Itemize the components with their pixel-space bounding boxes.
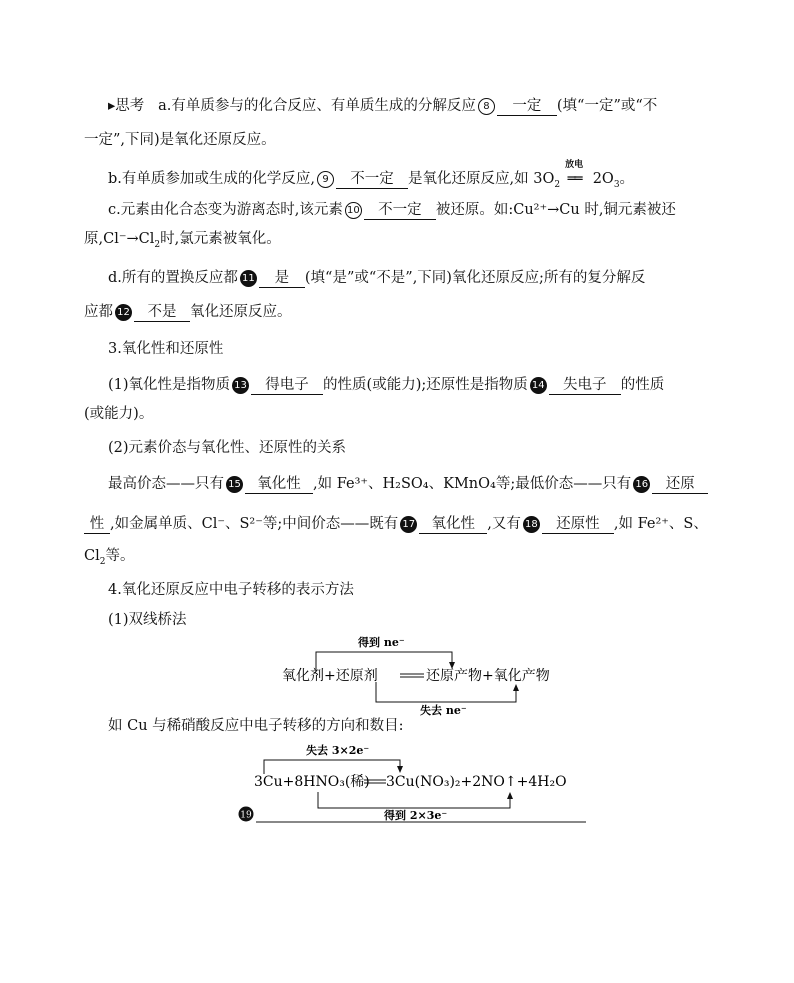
sec3-p2: (2)元素价态与氧化性、还原性的关系 [108, 440, 347, 456]
think-a-line1 [108, 96, 657, 116]
answer-number-12: 12 [115, 304, 132, 321]
think-c-tail: 被还原。如:Cu²⁺→Cu 时,铜元素被还 [435, 202, 676, 218]
answer-number-11: 11 [240, 270, 257, 287]
think-lead: ▸思考 [108, 98, 145, 114]
think-a-line2: 一定”,下同)是氧化还原反应。 [84, 132, 276, 148]
answer-blank-12: 不是 [134, 304, 190, 322]
think-d-line1 [108, 268, 645, 288]
bridge2-eq-right: 3Cu(NO₃)₂+2NO↑+4H₂O [386, 774, 567, 790]
think-b-product: 2O [592, 171, 614, 187]
sec3-p3-line3: $Cl_2$等。 [84, 548, 135, 567]
cu-nitric-bridge-diagram [236, 738, 596, 830]
section-3-title: 3.氧化性和还原性 [108, 341, 224, 357]
answer-blank-8: 一定 [497, 98, 557, 116]
think-b-line: b.有单质参加或生成的化学反应, 9 不一定 是氧化还原反应,如 $3O_2$ 放电 ══ $2O_3$。 [108, 160, 635, 190]
think-a-text: a.有单质参与的化合反应、有单质生成的分解反应 [158, 98, 476, 114]
bridge1-eq-right: 还原产物+氧化产物 [426, 668, 550, 684]
think-a-tail: (填“一定”或“不 [556, 98, 658, 114]
answer-number-18: 18 [523, 516, 540, 533]
sec4-example: 如 Cu 与稀硝酸反应中电子转移的方向和数目: [108, 718, 404, 734]
bridge2-gain-label: 得到 2×3e⁻ [384, 809, 448, 822]
answer-blank-13: 得电子 [251, 377, 323, 395]
answer-number-14: 14 [530, 377, 547, 394]
section-4-title: 4.氧化还原反应中电子转移的表示方法 [108, 582, 354, 598]
answer-blank-17: 氧化性 [419, 516, 487, 534]
sec4-sub1: (1)双线桥法 [108, 612, 187, 628]
think-d-tail: (填“是”或“不是”,下同)氧化还原反应;所有的复分解反 [304, 270, 646, 286]
sec3-p1-line2: (或能力)。 [84, 406, 154, 422]
reaction-condition: 放电 ══ [565, 160, 584, 187]
answer-blank-14: 失电子 [549, 377, 621, 395]
answer-blank-9: 不一定 [336, 171, 408, 189]
answer-number-10: 10 [345, 202, 362, 219]
answer-number-9: 9 [317, 171, 334, 188]
think-d-line2: 应都 12 不是 氧化还原反应。 [84, 304, 292, 320]
answer-number-16: 16 [633, 476, 650, 493]
answer-number-8: 8 [478, 98, 495, 115]
answer-number-19: 19 [240, 810, 252, 821]
answer-number-15: 15 [226, 476, 243, 493]
bridge1-eq-left: 氧化剂+还原剂 [282, 668, 378, 684]
bridge1-gain-label: 得到 ne⁻ [358, 636, 405, 649]
sec3-p3-line1: 最高价态——只有 15 氧化性 ,如 Fe³⁺、H₂SO₄、KMnO₄等;最低价态——只有 16 还原 [108, 474, 708, 494]
bridge1-loss-label: 失去 ne⁻ [420, 704, 467, 716]
answer-number-17: 17 [400, 516, 417, 533]
bridge2-loss-label: 失去 3×2e⁻ [306, 744, 370, 757]
answer-blank-18: 还原性 [542, 516, 614, 534]
double-line-bridge-diagram [270, 628, 570, 716]
answer-blank-15: 氧化性 [245, 476, 313, 494]
sec3-p1-line1: (1)氧化性是指物质 13 得电子 的性质(或能力);还原性是指物质 14 失电子 的性质 [108, 377, 665, 393]
answer-blank-11: 是 [259, 270, 305, 288]
answer-blank-16: 还原 [652, 476, 708, 494]
think-b-text: b.有单质参加或生成的化学反应, [108, 171, 315, 187]
answer-blank-10: 不一定 [364, 202, 436, 220]
think-b-tail: 是氧化还原反应,如 3O [408, 171, 555, 187]
sec3-p3-line2: 性 ,如金属单质、Cl⁻、S²⁻等;中间价态——既有 17 氧化性 ,又有 18 还原性 ,如 Fe²⁺、S、 [84, 514, 708, 534]
think-d-text: d.所有的置换反应都 [108, 270, 238, 286]
think-c-line1 [108, 200, 676, 220]
answer-number-13: 13 [232, 377, 249, 394]
answer-blank-16-cont: 性 [84, 516, 110, 534]
think-c-text: c.元素由化合态变为游离态时,该元素 [108, 202, 343, 218]
think-c-line2: 原$,Cl^-\to Cl_2$时,氯元素被氧化。 [84, 231, 281, 250]
bridge2-eq-left: 3Cu+8HNO₃(稀) [254, 774, 370, 790]
